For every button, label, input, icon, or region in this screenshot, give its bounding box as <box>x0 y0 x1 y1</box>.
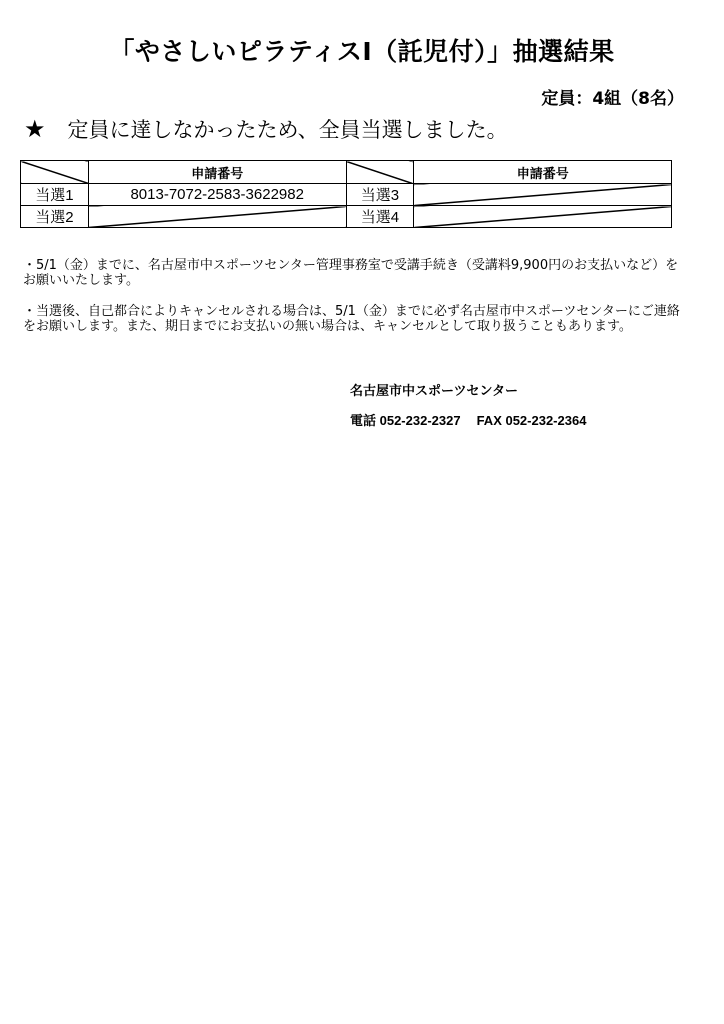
header-corner-cell <box>346 161 414 184</box>
application-number-cell: 8013-7072-2583-3622982 <box>88 184 346 206</box>
fax-number: FAX 052-232-2364 <box>476 413 587 428</box>
header-application-number: 申請番号 <box>88 161 346 184</box>
table-row <box>21 184 672 206</box>
note-cancellation: ・当選後、自己都合によりキャンセルされる場合は、5/1（金）までに必ず名古屋市中スポーツセンターにご連絡をお願いします。また、期日までにお支払いの無い場合は、キャンセルとして取り扱うこともあります。 <box>23 304 680 334</box>
header-corner-cell <box>21 161 89 184</box>
page-title: 「やさしいピラティスⅠ（託児付）」抽選結果 <box>109 37 615 66</box>
header-application-number: 申請番号 <box>414 161 672 184</box>
row-label: 当選1 <box>21 184 89 206</box>
notice-text: 定員に達しなかったため、全員当選しました。 <box>67 118 508 142</box>
application-number-cell-empty <box>88 206 346 228</box>
note-payment: ・5/1（金）までに、名古屋市中スポーツセンター管理事務室で受講手続き（受講料9,900円のお支払いなど）をお願いいたします。 <box>23 258 679 288</box>
notes <box>23 258 683 350</box>
results-table <box>20 160 672 228</box>
capacity-label: 定員：4組（8名） <box>541 89 684 109</box>
contact-line <box>350 410 586 429</box>
organization-name: 名古屋市中スポーツセンター <box>350 383 518 398</box>
star-icon: ★ <box>24 115 46 143</box>
table-header-row <box>21 161 672 184</box>
row-label: 当選2 <box>21 206 89 228</box>
row-label: 当選3 <box>346 184 414 206</box>
phone-number: 電話 052-232-2327 <box>350 413 461 428</box>
contact-footer <box>350 380 586 440</box>
application-number-cell-empty <box>414 206 672 228</box>
table-row <box>21 206 672 228</box>
notice <box>24 114 508 144</box>
application-number-cell-empty <box>414 184 672 206</box>
row-label: 当選4 <box>346 206 414 228</box>
